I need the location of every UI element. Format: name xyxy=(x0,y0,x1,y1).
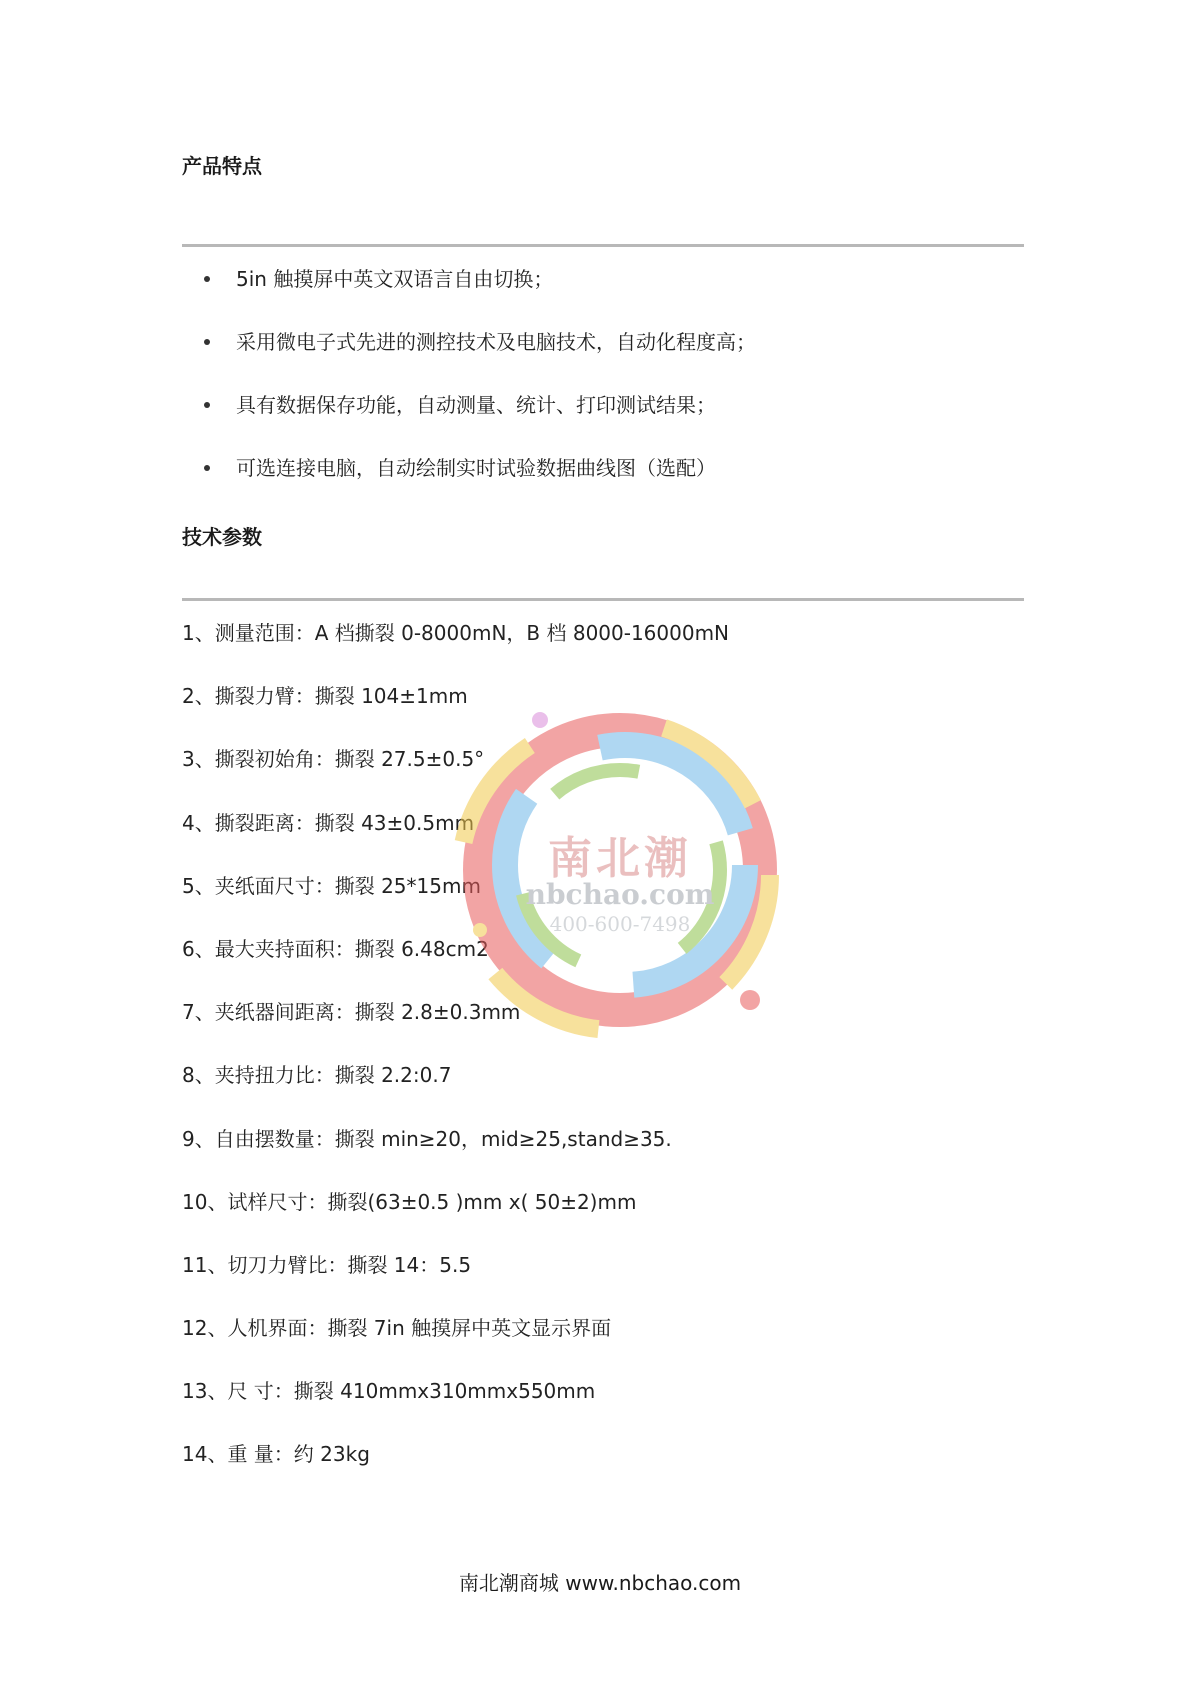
watermark-phone: 400-600-7498 xyxy=(549,912,691,936)
bullet-icon xyxy=(204,276,210,282)
specs-list xyxy=(182,616,729,1501)
spec-item: 3、撕裂初始角：撕裂 27.5±0.5° xyxy=(182,747,485,772)
specs-divider xyxy=(182,598,1024,601)
feature-text: 采用微电子式先进的测控技术及电脑技术，自动化程度高； xyxy=(236,330,756,354)
spec-item: 14、重 量：约 23kg xyxy=(182,1442,370,1467)
spec-item: 7、夹纸器间距离：撕裂 2.8±0.3mm xyxy=(182,1000,521,1025)
feature-item xyxy=(182,451,756,514)
bullet-icon xyxy=(204,339,210,345)
feature-item xyxy=(182,325,756,388)
spec-item: 10、试样尺寸：撕裂(63±0.5 )mm x( 50±2)mm xyxy=(182,1189,637,1214)
feature-item xyxy=(182,388,756,451)
spec-item: 12、人机界面：撕裂 7in 触摸屏中英文显示界面 xyxy=(182,1316,612,1341)
features-heading: 产品特点 xyxy=(182,154,262,178)
spec-item: 8、夹持扭力比：撕裂 2.2:0.7 xyxy=(182,1063,452,1088)
spec-item: 6、最大夹持面积：撕裂 6.48cm2 xyxy=(182,936,489,961)
feature-text: 5in 触摸屏中英文双语言自由切换； xyxy=(236,267,554,291)
watermark-url: nbchao.com xyxy=(525,878,715,911)
spec-item: 2、撕裂力臂：撕裂 104±1mm xyxy=(182,684,468,709)
specs-heading: 技术参数 xyxy=(182,525,262,549)
features-list xyxy=(182,262,756,514)
features-divider xyxy=(182,244,1024,247)
feature-text: 具有数据保存功能，自动测量、统计、打印测试结果； xyxy=(236,393,716,417)
watermark-brand-cn: 南北潮 xyxy=(548,833,692,884)
bullet-icon xyxy=(204,465,210,471)
spec-item: 13、尺 寸：撕裂 410mmx310mmx550mm xyxy=(182,1379,596,1404)
spec-item: 5、夹纸面尺寸：撕裂 25*15mm xyxy=(182,873,481,898)
feature-text: 可选连接电脑，自动绘制实时试验数据曲线图（选配） xyxy=(236,456,716,480)
spec-item: 4、撕裂距离：撕裂 43±0.5mm xyxy=(182,810,475,835)
spec-item: 11、切刀力臂比：撕裂 14：5.5 xyxy=(182,1252,472,1277)
spec-item: 9、自由摆数量：撕裂 min≥20，mid≥25,stand≥35. xyxy=(182,1126,672,1151)
bullet-icon xyxy=(204,402,210,408)
spec-item: 1、测量范围：A 档撕裂 0-8000mN，B 档 8000-16000mN xyxy=(182,621,730,645)
page-footer: 南北潮商城 www.nbchao.com xyxy=(458,1571,742,1595)
feature-item xyxy=(182,262,756,325)
